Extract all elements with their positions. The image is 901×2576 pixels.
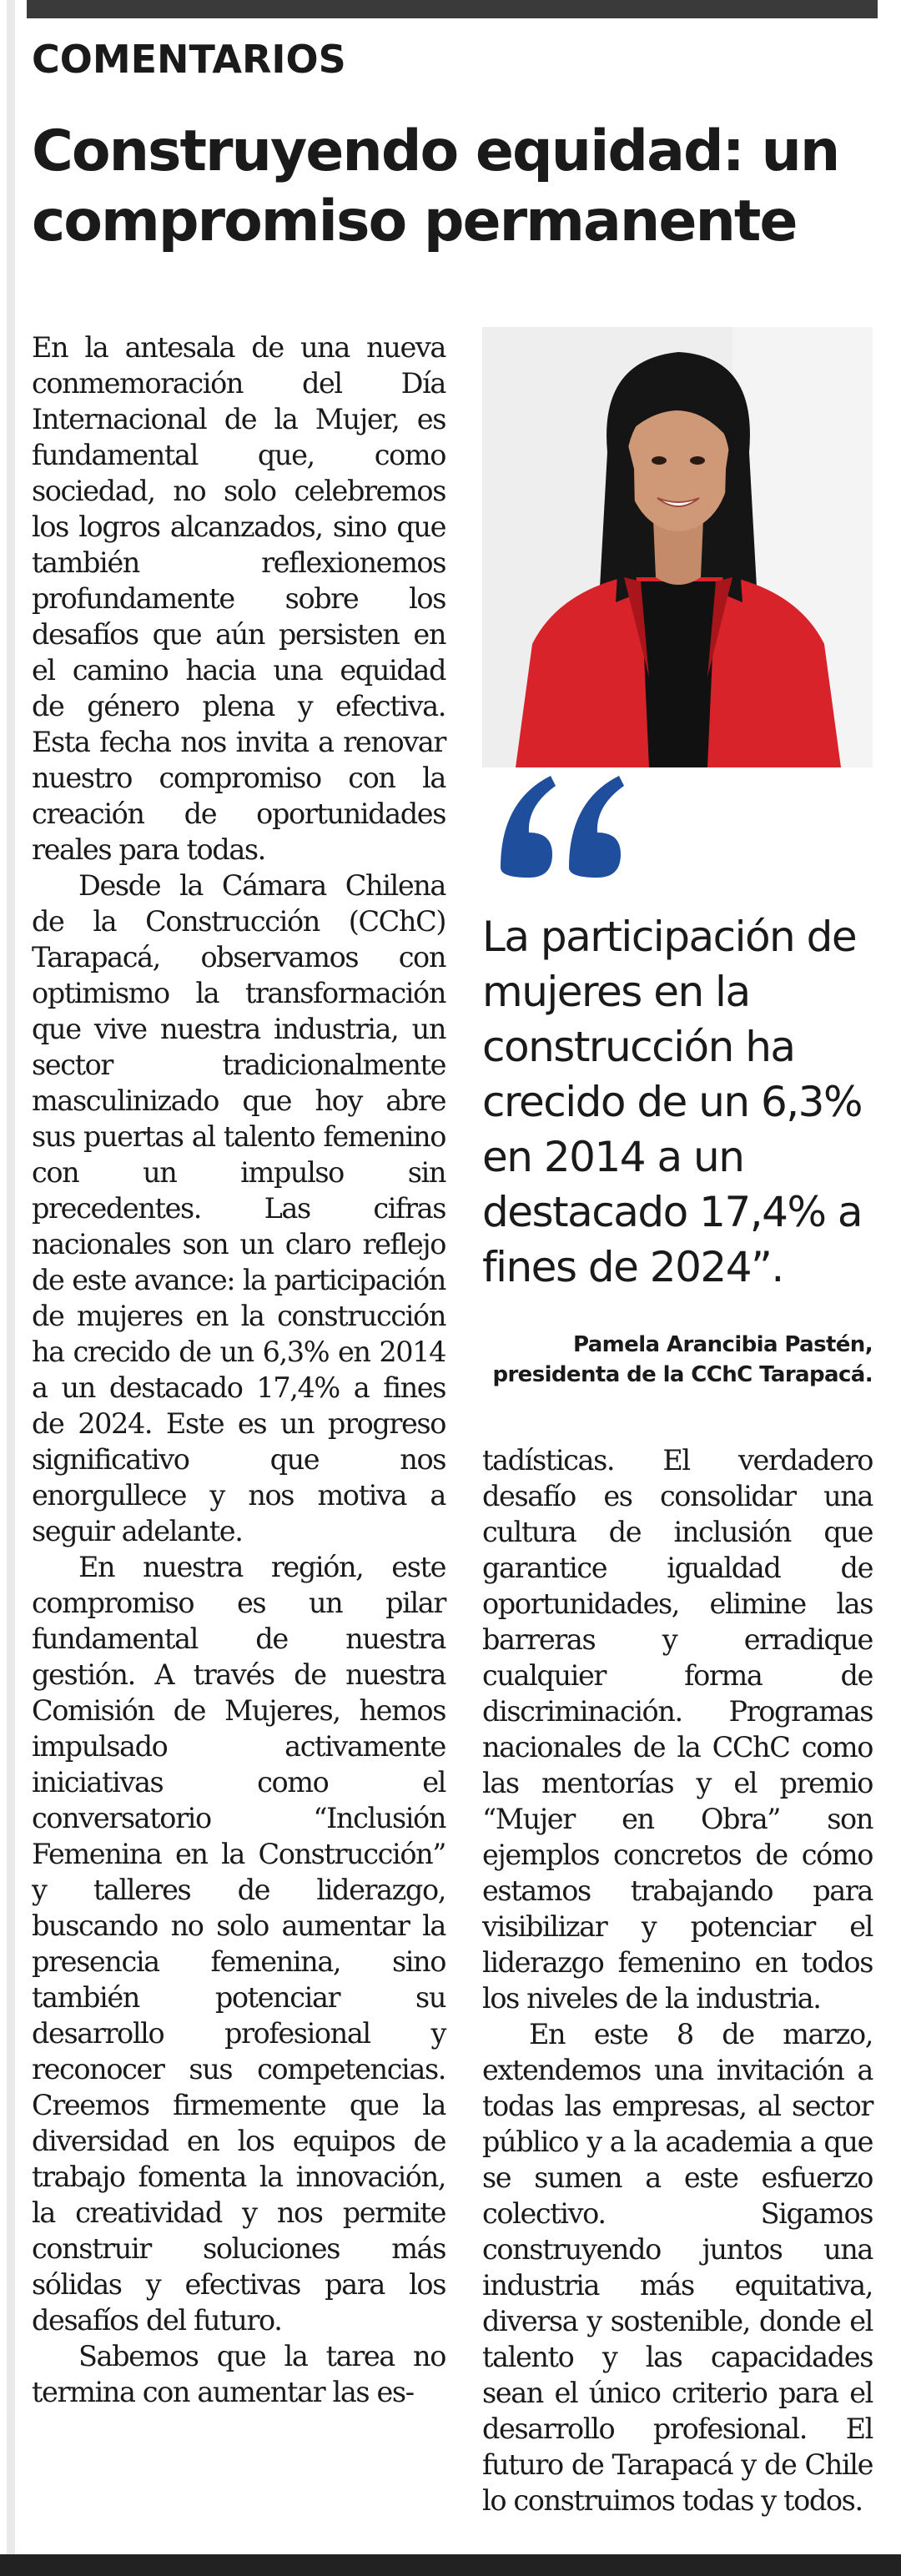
paragraph: Sabemos que la tarea no termina con aumentar las es- [32,2340,445,2408]
bottom-rule [0,2554,901,2576]
top-rule [27,0,878,18]
paragraph: En este 8 de marzo, extendemos una invitación a todas las empresas, al sector público y a la academia a que se sumen a este esfuerzo colectivo. Sigamos construyendo juntos una industria más equitativa, diversa y sostenible, donde el talento y las capacidades sean el único criterio para el desarrollo profesional. El futuro de Tarapacá y de Chile lo construimos todas y todos. [482,2018,873,2517]
page-edge [7,0,15,2576]
quote-attribution [482,1330,873,1390]
quote-mark-icon [492,767,634,893]
attribution-role: presidenta de la CChC Tarapacá. [492,1362,873,1387]
author-portrait-illustration [482,327,873,767]
section-label: COMENTARIOS [32,37,346,82]
page-title: Construyendo equidad: un compromiso permanente [32,118,839,254]
attribution-name: Pamela Arancibia Pastén, [572,1332,873,1357]
pull-quote: La participación de mujeres en la construcción ha crecido de un 6,3% en 2014 a un destacado 17,4% a fines de 2024”. [482,913,863,1291]
article-column-2 [482,1442,873,2518]
paragraph: tadísticas. El verdadero desafío es consolidar una cultura de inclusión que garantice igualdad de oportunidades, elimine las barreras y erradique cualquier forma de discriminación. Programas nacionales de la CChC como las mentorías y el premio “Mujer en Obra” son ejemplos concretos de cómo estamos trabajando para visibilizar y potenciar el liderazgo femenino en todos los niveles de la industria. [482,1444,873,2015]
article-column-1 [32,330,445,2410]
paragraph: En la antesala de una nueva conmemoración del Día Internacional de la Mujer, es fundamental que, como sociedad, no solo celebremos los logros alcanzados, sino que también reflexionemos profundamente sobre los desafíos que aún persisten en el camino hacia una equidad de género plena y efectiva. Esta fecha nos invita a renovar nuestro compromiso con la creación de oportunidades reales para todas. [32,331,445,866]
author-photo [482,327,873,767]
paragraph: En nuestra región, este compromiso es un pilar fundamental de nuestra gestión. A través de nuestra Comisión de Mujeres, hemos impulsado activamente iniciativas como el conversatorio “Inclusión Femenina en la Construcción” y talleres de liderazgo, buscando no solo aumentar la presencia femenina, sino también potenciar su desarrollo profesional y reconocer sus competencias. Creemos firmemente que la diversidad en los equipos de trabajo fomenta la innovación, la creatividad y nos permite construir soluciones más sólidas y efectivas para los desafíos del futuro. [32,1551,445,2337]
paragraph: Desde la Cámara Chilena de la Construcción (CChC) Tarapacá, observamos con optimismo la transformación que vive nuestra industria, un sector tradicionalmente masculinizado que hoy abre sus puertas al talento femenino con un impulso sin precedentes. Las cifras nacionales son un claro reflejo de este avance: la participación de mujeres en la construcción ha crecido de un 6,3% en 2014 a un destacado 17,4% a fines de 2024. Este es un progreso significativo que nos enorgullece y nos motiva a seguir adelante. [32,869,445,1547]
